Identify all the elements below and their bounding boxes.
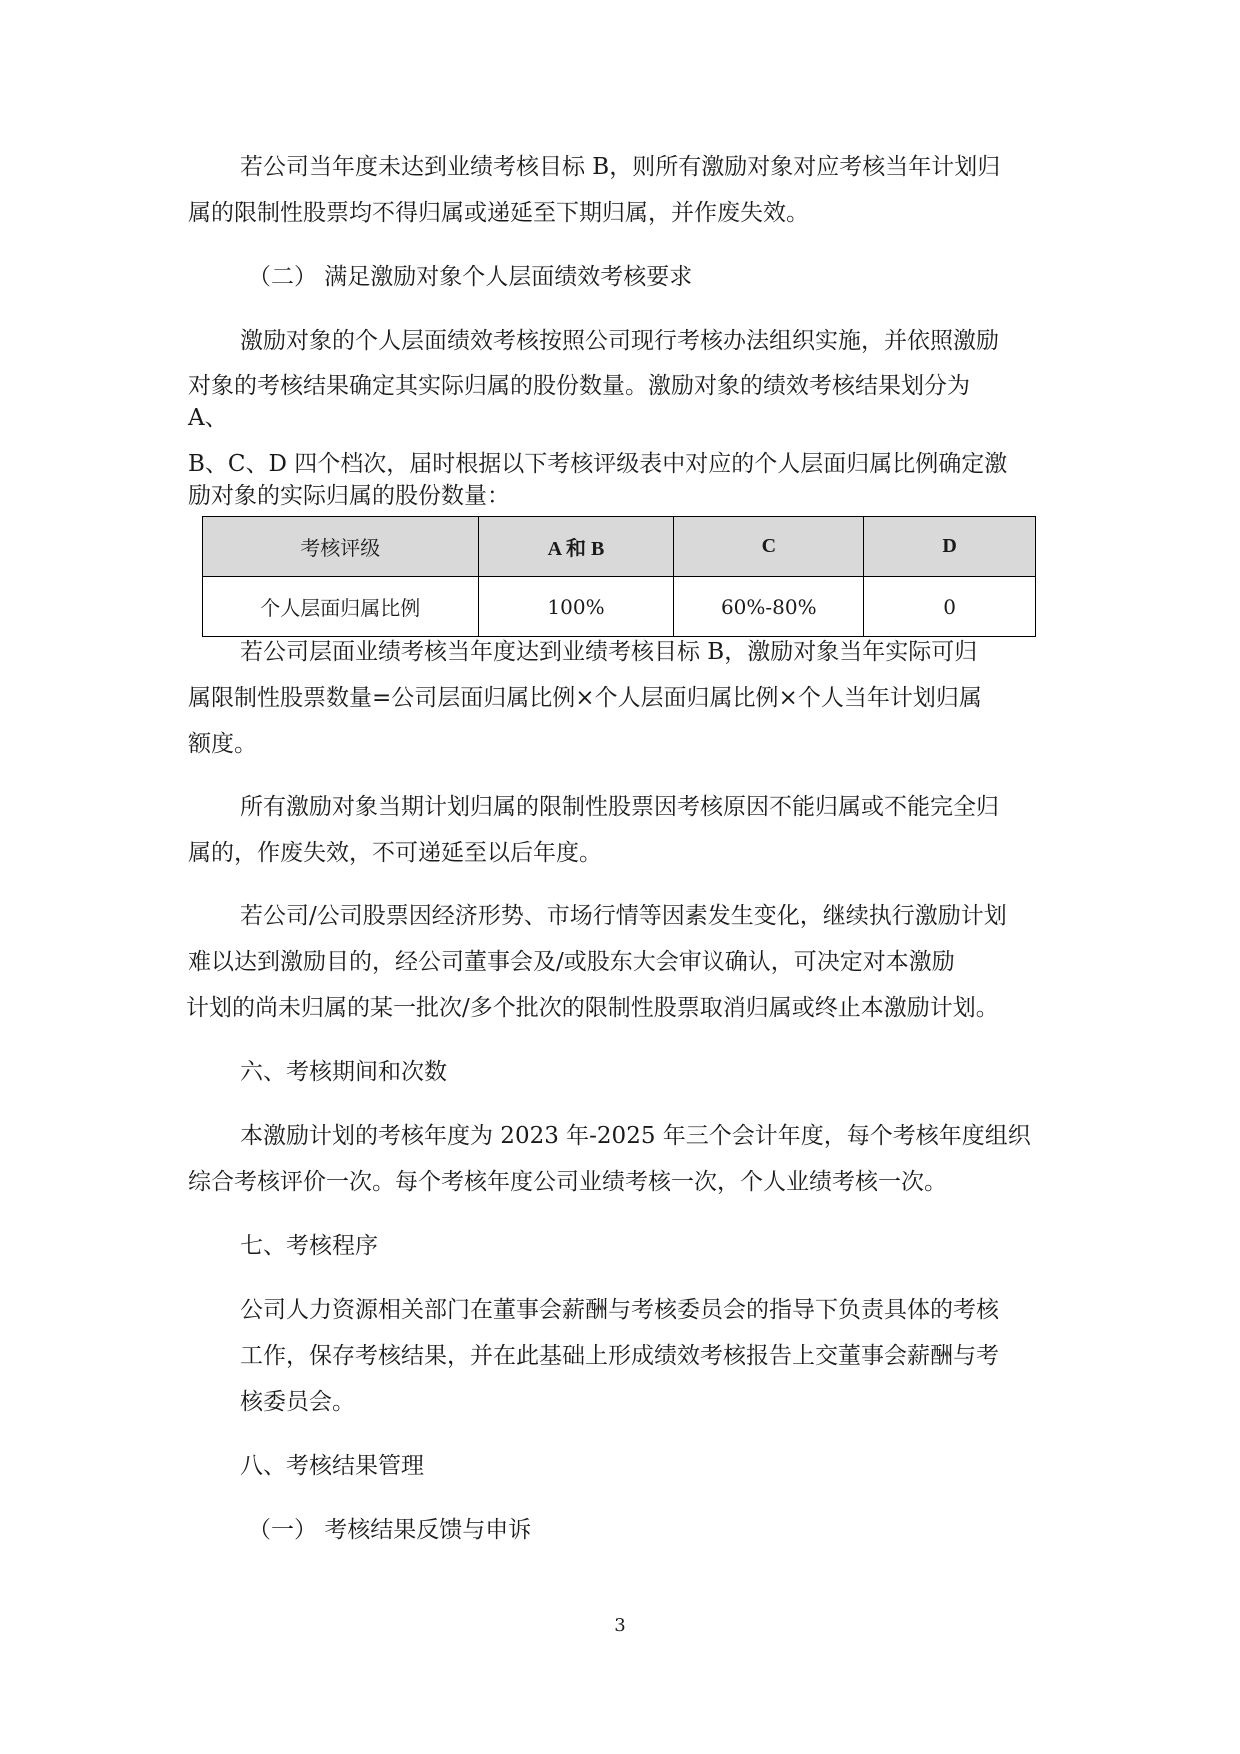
table-header-cell: D <box>864 517 1036 577</box>
paragraph-line: 本激励计划的考核年度为 2023 年-2025 年三个会计年度，每个考核年度组织 <box>240 1123 1031 1149</box>
table-row-label: 个人层面归属比例 <box>203 577 479 637</box>
grade-table <box>202 516 1036 637</box>
section-heading: 八、考核结果管理 <box>240 1453 424 1479</box>
table-header-row <box>203 517 1036 577</box>
paragraph-line: 工作，保存考核结果，并在此基础上形成绩效考核报告上交董事会薪酬与考 <box>240 1343 999 1369</box>
table-header-cell: C <box>674 517 864 577</box>
paragraph-line: 属的，作废失效，不可递延至以后年度。 <box>188 840 602 866</box>
table-header-cell: 考核评级 <box>203 517 479 577</box>
table-cell: 60%-80% <box>674 577 864 637</box>
table-row <box>203 577 1036 637</box>
paragraph-line: 励对象的实际归属的股份数量： <box>188 483 510 509</box>
paragraph-line: 难以达到激励目的，经公司董事会及/或股东大会审议确认，可决定对本激励 <box>188 949 955 975</box>
paragraph-line: A、 <box>188 405 228 431</box>
table-cell: 100% <box>478 577 674 637</box>
table-cell: 0 <box>864 577 1036 637</box>
paragraph-line: 属限制性股票数量=公司层面归属比例×个人层面归属比例×个人当年计划归属 <box>188 685 982 711</box>
paragraph-line: 属的限制性股票均不得归属或递延至下期归属，并作废失效。 <box>188 200 809 226</box>
paragraph-line: 若公司/公司股票因经济形势、市场行情等因素发生变化，继续执行激励计划 <box>240 903 1007 929</box>
section-heading: 六、考核期间和次数 <box>240 1059 447 1085</box>
section-heading: （二） 满足激励对象个人层面绩效考核要求 <box>248 264 693 290</box>
paragraph-line: 综合考核评价一次。每个考核年度公司业绩考核一次，个人业绩考核一次。 <box>188 1169 947 1195</box>
paragraph-line: 若公司当年度未达到业绩考核目标 B，则所有激励对象对应考核当年计划归 <box>240 154 1001 180</box>
paragraph-line: 公司人力资源相关部门在董事会薪酬与考核委员会的指导下负责具体的考核 <box>240 1297 999 1323</box>
paragraph-line: 额度。 <box>188 731 257 757</box>
table-header-cell: A 和 B <box>478 517 674 577</box>
paragraph-line: 激励对象的个人层面绩效考核按照公司现行考核办法组织实施，并依照激励 <box>240 328 999 354</box>
paragraph-line: 若公司层面业绩考核当年度达到业绩考核目标 B，激励对象当年实际可归 <box>240 639 978 665</box>
paragraph-line: 所有激励对象当期计划归属的限制性股票因考核原因不能归属或不能完全归 <box>240 794 999 820</box>
paragraph-line: 计划的尚未归属的某一批次/多个批次的限制性股票取消归属或终止本激励计划。 <box>186 995 999 1021</box>
section-heading: 七、考核程序 <box>240 1233 378 1259</box>
paragraph-line: 对象的考核结果确定其实际归属的股份数量。激励对象的绩效考核结果划分为 <box>188 373 970 399</box>
paragraph-line: 核委员会。 <box>240 1389 355 1415</box>
paragraph-line: B、C、D 四个档次，届时根据以下考核评级表中对应的个人层面归属比例确定激 <box>188 451 1008 477</box>
section-heading: （一） 考核结果反馈与申诉 <box>248 1517 532 1543</box>
page-number: 3 <box>614 1615 626 1636</box>
